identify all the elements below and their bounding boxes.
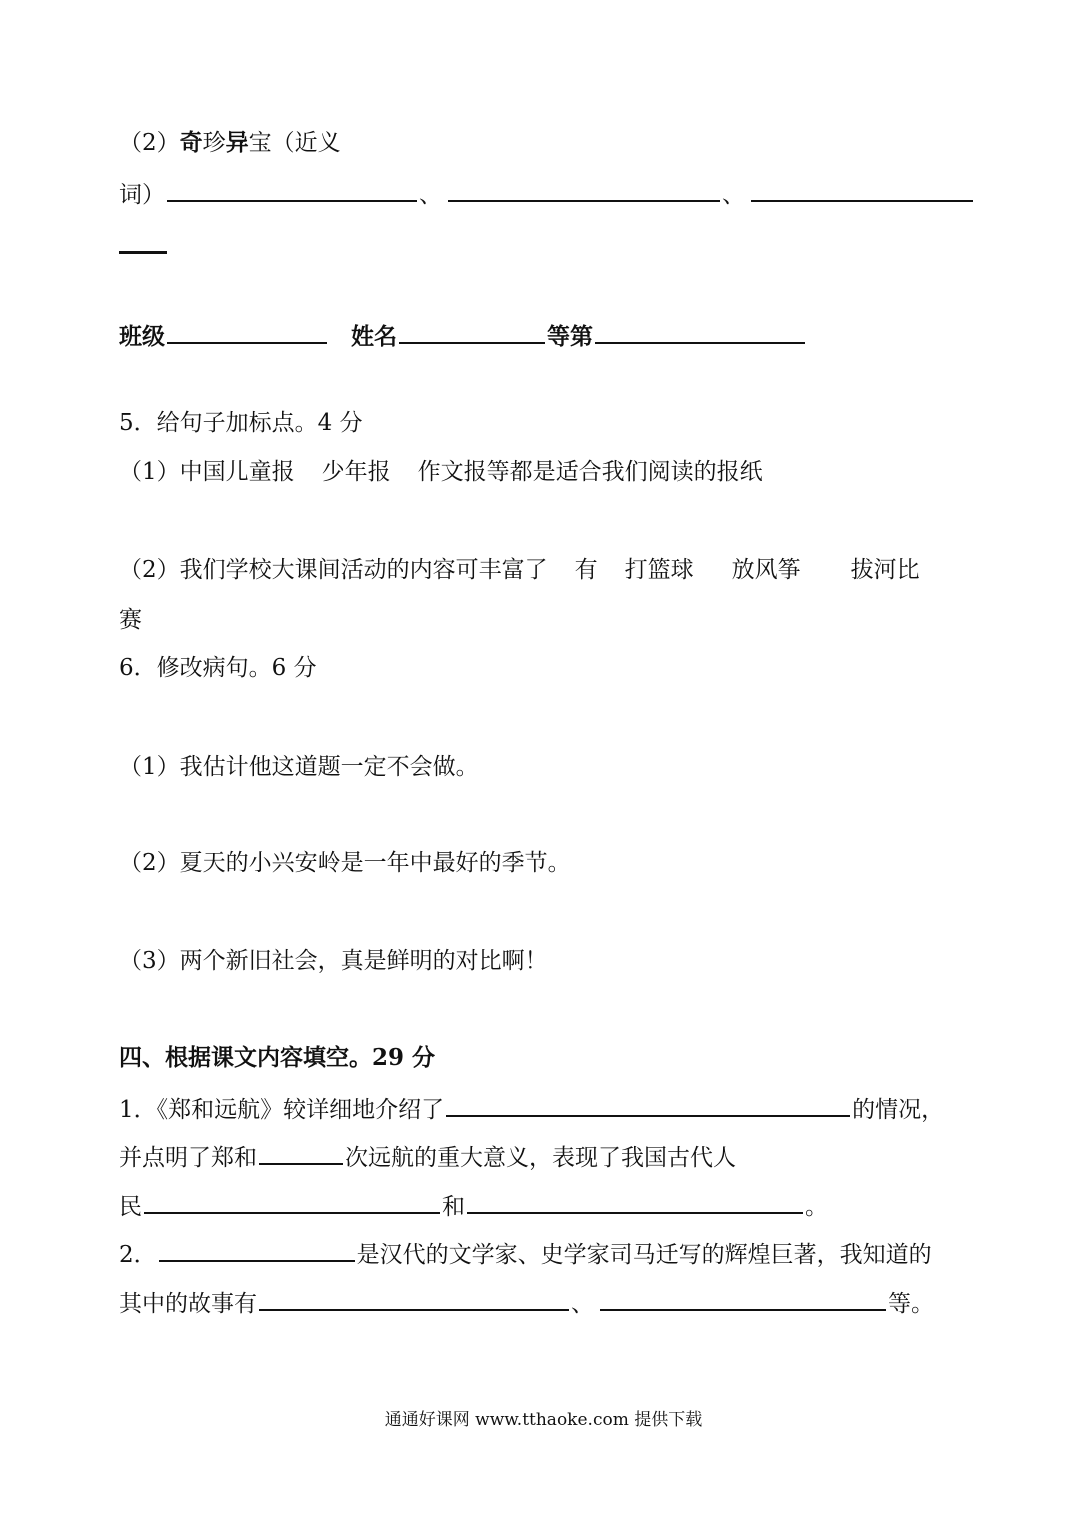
q5-s1-part: 少年报 xyxy=(321,459,391,485)
answer-blank[interactable] xyxy=(751,178,973,202)
answer-blank[interactable] xyxy=(448,178,720,202)
s4-q1-text: 民 xyxy=(119,1194,142,1220)
q4-2-word-char: 奇 xyxy=(179,129,203,156)
s4-q2-line2 xyxy=(119,1287,934,1319)
q6-sentence-1: （1）我估计他这道题一定不会做。 xyxy=(119,754,479,780)
q5-s2-part: 打篮球 xyxy=(624,557,694,583)
separator: 、 xyxy=(722,182,745,208)
q5-s2-part: （2）我们学校大课间活动的内容可丰富了 xyxy=(119,557,548,583)
s4-q1-text: 次远航的重大意义，表现了我国古代人 xyxy=(345,1145,736,1171)
q5-sentence-2 xyxy=(119,555,920,585)
page-footer: 通通好课网 www.tthaoke.com 提供下载 xyxy=(384,1410,703,1430)
student-info-row xyxy=(119,320,807,352)
s4-q2-text: 2． xyxy=(119,1242,157,1268)
class-label: 班级 xyxy=(119,323,165,350)
q4-2-line1 xyxy=(119,128,341,158)
s4-q1-text: 1．《郑和远航》较详细地介绍了 xyxy=(119,1097,445,1123)
s4-q1-line1 xyxy=(119,1093,944,1125)
class-field[interactable] xyxy=(167,320,327,344)
s4-q2-text: 等。 xyxy=(888,1291,934,1317)
section4-title: 四、根据课文内容填空。29 分 xyxy=(119,1044,436,1071)
answer-blank[interactable] xyxy=(259,1141,343,1165)
separator: 、 xyxy=(419,182,442,208)
q4-2-word-char: 珍 xyxy=(202,130,226,156)
q5-title: 5．给句子加标点。4 分 xyxy=(119,410,363,436)
q5-sentence-2-cont: 赛 xyxy=(119,607,142,633)
q5-s2-part: 拔河比 xyxy=(850,557,920,583)
grade-label: 等第 xyxy=(547,323,594,350)
q6-title: 6．修改病句。6 分 xyxy=(119,655,317,681)
q5-s2-part: 有 xyxy=(574,557,598,583)
s4-q1-line2 xyxy=(119,1141,736,1173)
q4-2-word-rest: 宝（近义 xyxy=(248,130,341,156)
s4-q1-text: 和 xyxy=(442,1194,465,1220)
s4-q2-line1 xyxy=(119,1238,932,1270)
s4-q1-text: 的情况， xyxy=(852,1097,945,1123)
s4-q1-text: 并点明了郑和 xyxy=(119,1145,257,1171)
answer-blank[interactable] xyxy=(167,178,417,202)
s4-q1-line3 xyxy=(119,1190,828,1222)
s4-q1-text: 。 xyxy=(805,1194,828,1220)
name-label: 姓名 xyxy=(351,323,398,350)
answer-blank[interactable] xyxy=(159,1238,355,1262)
q4-2-prefix2: 词） xyxy=(119,182,165,208)
s4-q2-text: 是汉代的文学家、史学家司马迁写的辉煌巨著，我知道的 xyxy=(356,1242,932,1268)
grade-field[interactable] xyxy=(595,320,805,344)
answer-blank-continuation[interactable] xyxy=(119,251,167,254)
q4-2-prefix: （2） xyxy=(119,130,180,156)
answer-blank[interactable] xyxy=(446,1093,850,1117)
q5-s1-part: （1）中国儿童报 xyxy=(119,459,295,485)
q4-2-line2 xyxy=(119,178,975,210)
answer-blank[interactable] xyxy=(467,1190,803,1214)
q5-s2-part: 放风筝 xyxy=(731,557,801,583)
q4-2-word-char: 异 xyxy=(225,129,249,156)
answer-blank[interactable] xyxy=(144,1190,440,1214)
name-field[interactable] xyxy=(399,320,545,344)
q6-sentence-2: （2）夏天的小兴安岭是一年中最好的季节。 xyxy=(119,850,571,876)
q5-s1-part: 作文报等都是适合我们阅读的报纸 xyxy=(417,459,763,485)
q5-sentence-1 xyxy=(119,457,763,487)
answer-blank[interactable] xyxy=(259,1287,569,1311)
q6-sentence-3: （3）两个新旧社会，真是鲜明的对比啊！ xyxy=(119,948,548,974)
answer-blank[interactable] xyxy=(600,1287,886,1311)
s4-q2-text: 、 xyxy=(571,1291,594,1317)
s4-q2-text: 其中的故事有 xyxy=(119,1291,257,1317)
